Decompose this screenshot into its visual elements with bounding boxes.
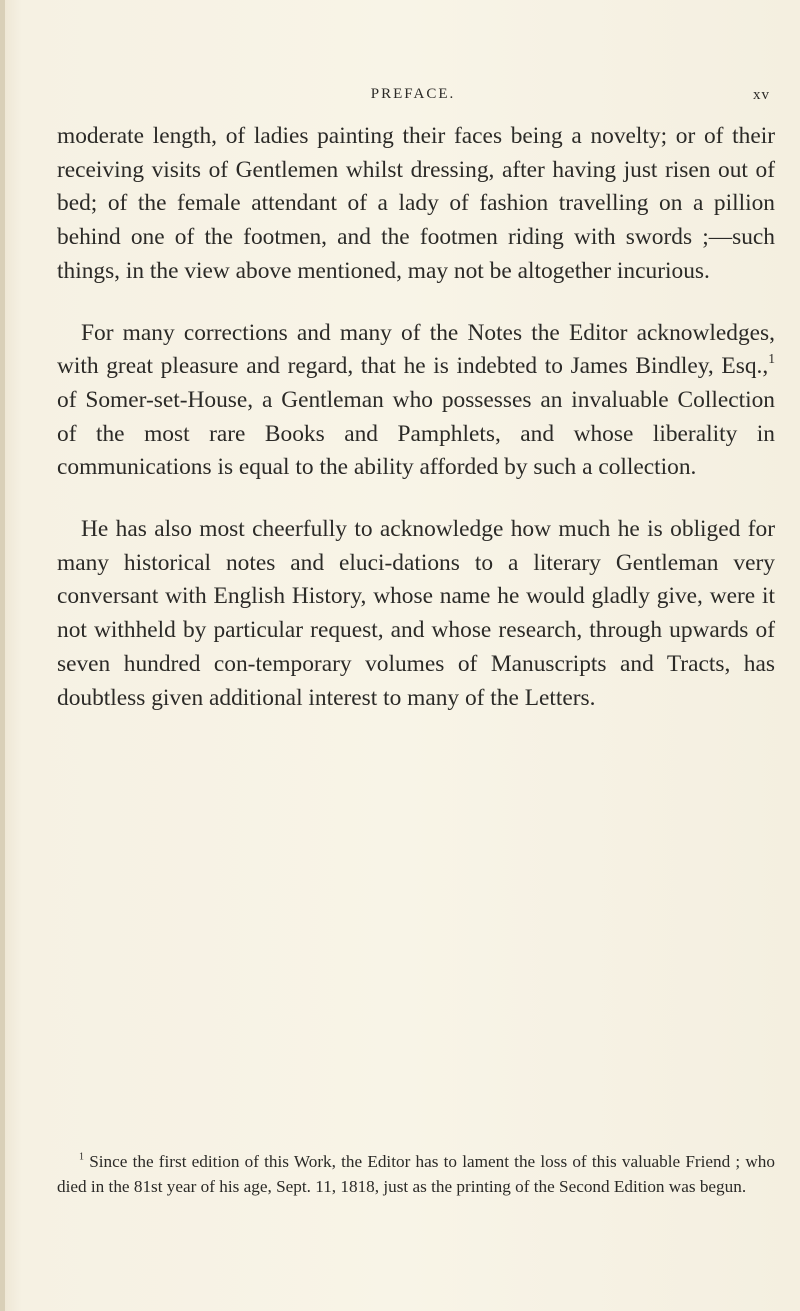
page-header <box>56 86 770 116</box>
paragraph-2-text-start: For many corrections and many of the Notes the Editor acknowledges, with great pleasure and regard, that he is indebted to James Bindley, Esq., <box>57 319 775 380</box>
main-text <box>57 120 775 715</box>
footnote-reference: 1 <box>768 351 775 367</box>
footnote-text: Since the first edition of this Work, the Editor has to lament the loss of this valuable Friend ; who died in the 81st year of his age, Sept. 11, 1818, just as the printing of the Second Edition was begun. <box>57 1152 775 1196</box>
footnote <box>57 1150 775 1199</box>
paragraph-1: moderate length, of ladies painting their faces being a novelty; or of their receiving visits of Gentlemen whilst dressing, after having just risen out of bed; of the female attendant of a lady of fashion travelling on a pillion behind one of the footmen, and the footmen riding with swords ;—such things, in the view above mentioned, may not be altogether incurious. <box>57 123 775 284</box>
footnote-marker: 1 <box>79 1151 84 1163</box>
page-binding-edge <box>0 0 5 1311</box>
paragraph-3: He has also most cheerfully to acknowledge how much he is obliged for many historical notes and eluci-dations to a literary Gentleman very conversant with English History, whose name he would gladly give, were it not withheld by particular request, and whose research, through upwards of seven hundred con-temporary volumes of Manuscripts and Tracts, has doubtless given additional interest to many of the Letters. <box>57 516 775 711</box>
running-head: PREFACE. <box>370 86 456 102</box>
page-number: xv <box>753 87 770 103</box>
paragraph-2 <box>57 317 775 486</box>
paragraph-2-text-end: of Somer-set-House, a Gentleman who possesses an invaluable Collection of the most rare Books and Pamphlets, and whose liberality in communications is equal to the ability afforded by such a collection. <box>57 386 775 481</box>
